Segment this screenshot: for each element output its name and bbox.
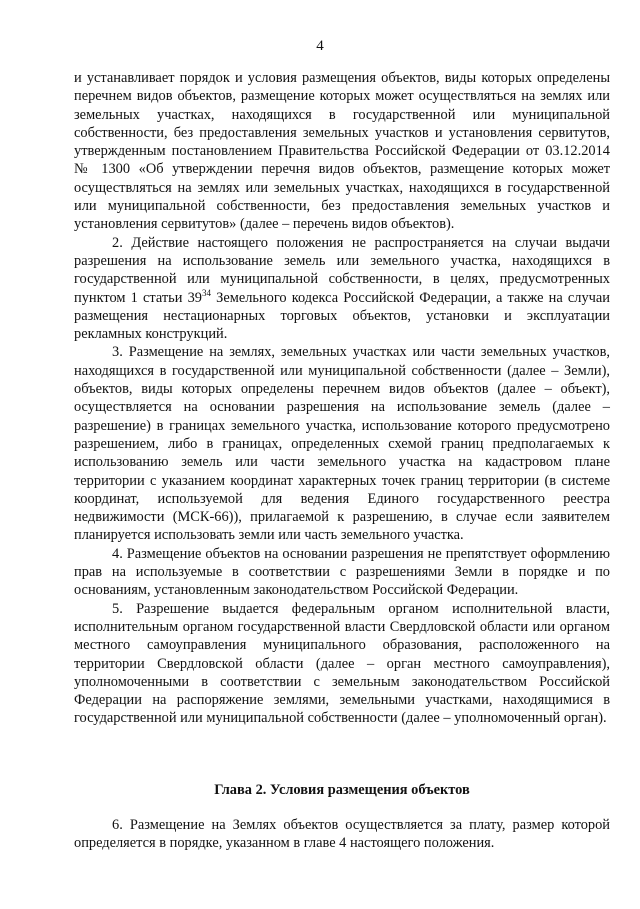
page-number: 4 xyxy=(316,38,324,54)
paragraph-2-text-end: Земельного кодекса Российской Федерации, а также на случаи размещения нестационарных торговых объектов, установки и эксплуатации рекламных конструкций. xyxy=(74,289,610,343)
body-text-section-2 xyxy=(74,816,610,853)
article-superscript: 34 xyxy=(201,287,211,298)
paragraph-3: 3. Размещение на землях, земельных участках или части земельных участков, находящихся в государственной или муниципальной собственности (далее – Земли), объектов, виды которых определены перечнем видов объектов (далее – объект), осуществляется на основании разрешения на использование земель (далее – разрешение) в границах земельного участка, использование которого предусмотрено разрешением, либо в границах, определенных схемой границ предполагаемых к использованию земель или части земельного участка на кадастровом плане территории с указанием координат характерных точек границ территории (в системе координат, используемой для ведения Единого государственного реестра недвижимости (МСК-66)), прилагаемой к разрешению, в случае если заявителем планируется использовать земли или часть земельного участка. xyxy=(74,344,610,544)
body-text-section-1 xyxy=(74,69,610,728)
chapter-heading: Глава 2. Условия размещения объектов xyxy=(214,782,470,798)
paragraph-5: 5. Разрешение выдается федеральным органом исполнительной власти, исполнительным органом государственной власти Свердловской области или органом местного самоуправления муниципального образования, расположенного на территории Свердловской области (далее – орган местного самоуправления), уполномоченными в соответствии с земельным законодательством Российской Федерации на распоряжение землями, земельными участками, находящимися в государственной или муниципальной собственности (далее – уполномоченный орган). xyxy=(74,600,610,727)
paragraph-2-text-start: 2. Действие настоящего положения не распространяется на случаи выдачи разрешения на использование земель или земельного участка, находящихся в государственной или муниципальной собственности, в целях, предусмотренных пунктом 1 статьи 39 xyxy=(74,234,610,306)
paragraph-1: и устанавливает порядок и условия размещения объектов, виды которых определены перечнем видов объектов, размещение которых может осуществляться на землях или земельных участках, находящихся в государственной или муниципальной собственности, без предоставления земельных участков и установления сервитутов, утвержденным постановлением Правительства Российской Федерации от 03.12.2014 № 1300 «Об утверждении перечня видов объектов, размещение которых может осуществляться на землях или земельных участках, находящихся в государственной или муниципальной собственности, без предоставления земельных участков и установления сервитутов» (далее – перечень видов объектов). xyxy=(74,70,610,233)
paragraph-6: 6. Размещение на Землях объектов осуществляется за плату, размер которой определяется в порядке, указанном в главе 4 настоящего положения. xyxy=(74,817,610,852)
paragraph-2 xyxy=(74,234,610,344)
paragraph-4: 4. Размещение объектов на основании разрешения не препятствует оформлению прав на используемые в соответствии с разрешениями Земли в порядке и по основаниям, установленным законодательством Российской Федерации. xyxy=(74,545,610,599)
